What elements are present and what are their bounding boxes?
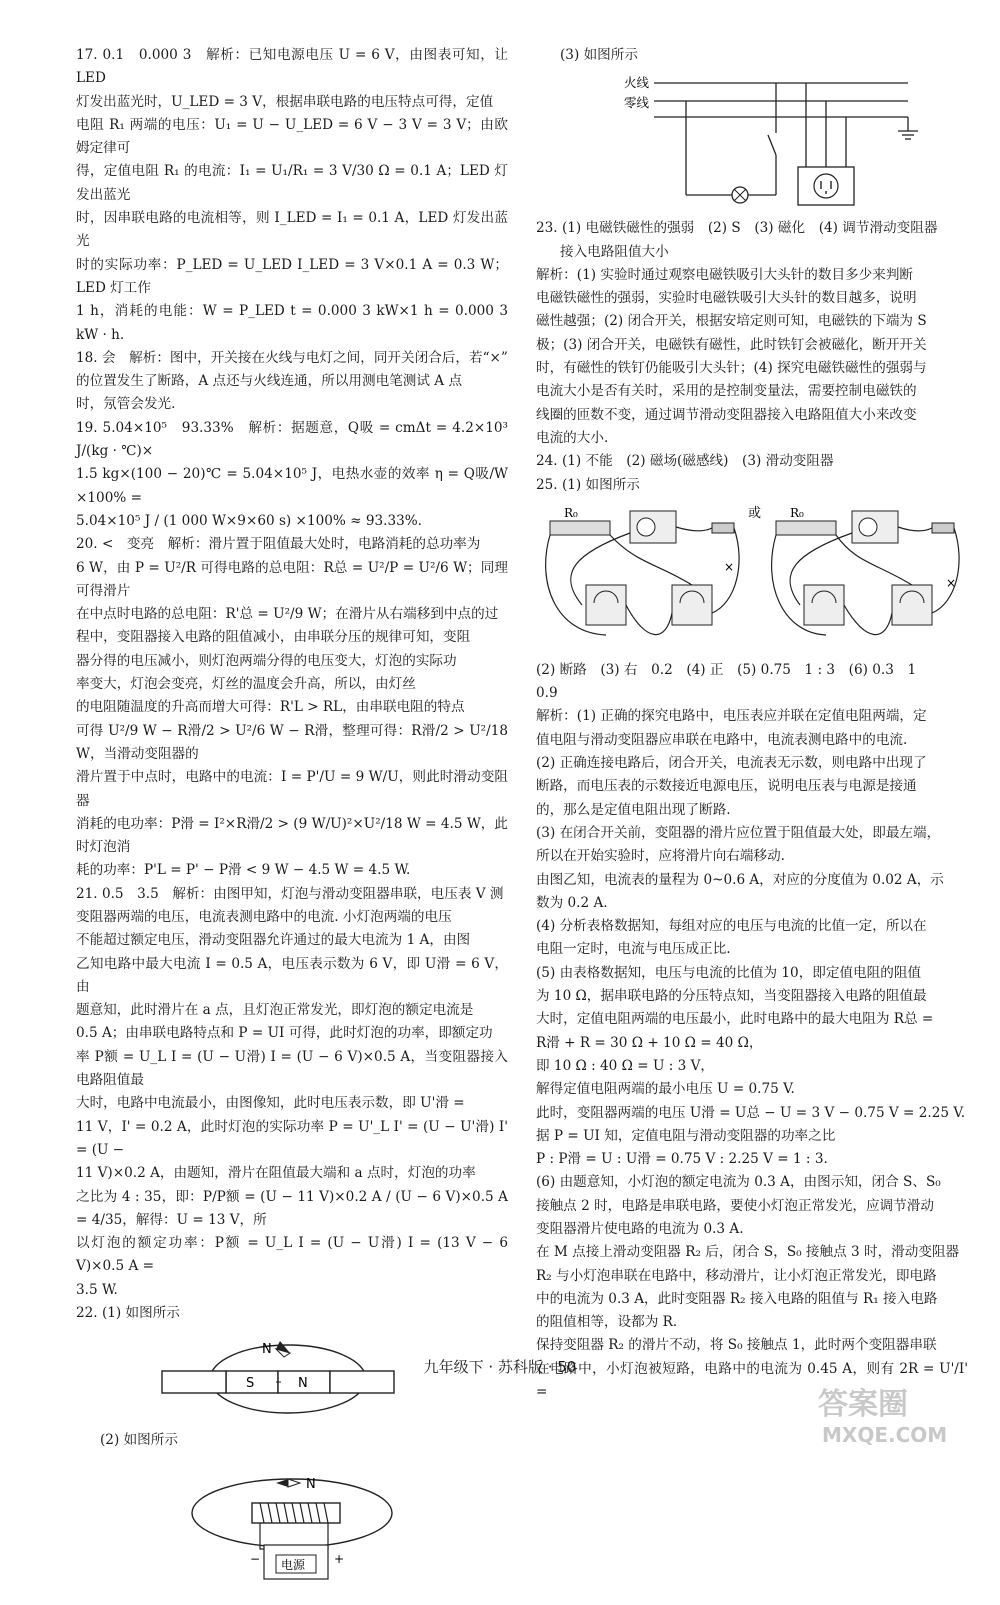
page-footer: 九年级下 · 苏科版 · 50 (423, 1358, 577, 1376)
text-line: 磁性越强；(2) 闭合开关，根据安培定则可知，电磁铁的下端为 S (536, 313, 927, 330)
text-line: (3) 在闭合开关前，变阻器的滑片应位置于阻值最大处，即最左端， (536, 824, 941, 841)
text-line: 电流大小是否有关时，采用的是控制变量法，需要控制电磁铁的 (536, 383, 917, 400)
text-line: 20. < 变亮 解析：滑片置于阻值最大处时，电路消耗的总功率为 (76, 536, 481, 553)
live-wire-label: 火线 (624, 75, 650, 91)
text-line: 时，氖管会发光. (76, 396, 176, 413)
text-line: 乙知电路中最大电流 I = 0.5 A，电压表示数为 6 V，即 U滑 = 6 V，由 (76, 955, 508, 995)
cross-mark: × (946, 575, 957, 590)
text-line: 1 h，消耗的电能：W = P_LED t = 0.000 3 kW×1 h = 0.000 3 kW · h. (76, 303, 508, 343)
text-line: 22. (1) 如图所示 (76, 1305, 180, 1322)
text-line: 为 10 Ω，据串联电路的分压特点知，当变阻器接入电路的阻值最 (536, 988, 927, 1005)
text-line: 在中点时电路的总电阻：R'总 = U²/9 W；在滑片从右端移到中点的过 (76, 606, 499, 623)
text-line: 率 P额 = U_L I = (U − U滑) I = (U − 6 V)×0.5 A，当变阻器接入电路阻值最 (76, 1048, 508, 1089)
text-line: 极；(3) 闭合开关，电磁铁有磁性，此时铁钉会被磁化，断开开关 (536, 336, 927, 353)
text-line: (6) 由题意知，小灯泡的额定电流为 0.3 A，由图示知，闭合 S、S₀ (536, 1174, 941, 1191)
text-line: R滑 + R = 30 Ω + 10 Ω = 40 Ω， (536, 1034, 763, 1051)
text-line: 耗的功率：P'L = P' − P滑 < 9 W − 4.5 W = 4.5 W. (76, 862, 411, 879)
text-line: 3.5 W. (76, 1281, 118, 1298)
text-line: 断路，而电压表的示数接近电源电压，说明电压表与电源是接通 (536, 778, 917, 795)
text-line: 时的实际功率：P_LED = U_LED I_LED = 3 V×0.1 A = 0.3 W；LED 灯工作 (76, 256, 508, 296)
text-line: (5) 由表格数据知，电压与电流的比值为 10，即定值电阻的阻值 (536, 964, 922, 981)
text-line: 变阻器两端的电压，电流表测电路中的电流. 小灯泡两端的电压 (76, 908, 452, 925)
text-line: 题意知，此时滑片在 a 点，且灯泡正常发光，即灯泡的额定电流是 (76, 1002, 474, 1019)
text-line: 所以在开始实验时，应将滑片向右端移动. (536, 848, 786, 865)
question-25 (536, 474, 968, 1405)
question-20 (76, 533, 508, 882)
watermark-url: MXQE.COM (822, 1423, 948, 1447)
power-source-label: 电源 (281, 1557, 306, 1572)
text-line: P : P滑 = U : U滑 = 0.75 V : 2.25 V = 1 : 3. (536, 1151, 828, 1168)
text-line: 23. (1) 电磁铁磁性的强弱 (2) S (3) 磁化 (4) 调节滑动变阻器 (536, 220, 938, 237)
s-pole-label: S (246, 1376, 255, 1392)
text-line: 电阻 R₁ 两端的电压：U₁ = U − U_LED = 6 V − 3 V = 3 V；由欧姆定律可 (76, 116, 508, 157)
text-line: 大时，定值电阻两端的电压最小，此时电路中的最大电阻为 R总 = (536, 1011, 934, 1028)
watermark-logo (808, 1380, 983, 1450)
question-22 (76, 1302, 508, 1599)
text-line: 值电阻与滑动变阻器应串联在电路中，电流表测电路中的电流. (536, 731, 908, 748)
text-line: 即 10 Ω : 40 Ω = U : 3 V， (536, 1057, 715, 1074)
text-line: 0.9 (536, 685, 558, 702)
needle-n-label: N (262, 1342, 272, 1358)
text-line: 之比为 4 : 35，即：P/P额 = (U − 11 V)×0.2 A / (U − 6 V)×0.5 A = 4/35，解得：U = 13 V，所 (76, 1188, 508, 1228)
text-line: 解析：(1) 正确的探究电路中，电压表应并联在定值电阻两端，定 (536, 708, 927, 725)
text-line: 时，因串联电路的电流相等，则 I_LED = I₁ = 0.1 A，LED 灯发出蓝光 (76, 210, 508, 250)
n-pole-label: N (298, 1376, 308, 1392)
text-line: 的电阻随温度的升高而增大可得：R'L > RL，由串联电阻的特点 (76, 699, 465, 716)
question-24: 24. (1) 不能 (2) 磁场(磁感线) (3) 滑动变阻器 (536, 453, 834, 470)
question-18 (76, 347, 508, 417)
text-line: 25. (1) 如图所示 (536, 476, 640, 493)
minus-label: − (250, 1551, 261, 1566)
text-line: 保持变阻器 R₂ 的滑片不动，将 S₀ 接触点 1，此时两个变阻器串联 (536, 1337, 937, 1354)
text-line: 接触点 2 时，电路是串联电路，要使小灯泡正常发光，应调节滑动 (536, 1197, 934, 1214)
text-line: 解得定值电阻两端的最小电压 U = 0.75 V. (536, 1081, 795, 1098)
text-line: (2) 如图所示 (100, 1432, 178, 1449)
text-line: 得，定值电阻 R₁ 的电流：I₁ = U₁/R₁ = 3 V/30 Ω = 0.1 A；LED 灯发出蓝光 (76, 163, 508, 203)
text-line: 17. 0.1 0.000 3 解析：已知电源电压 U = 6 V，由图表可知，让 LED (76, 47, 508, 87)
watermark-title: 答案圈 (818, 1387, 908, 1422)
solenoid-figure (76, 1459, 508, 1599)
text-line: 18. 会 解析：图中，开关接在火线与电灯之间，同开关闭合后，若“×” (76, 349, 508, 366)
text-line: 率变大，灯泡会变亮，灯丝的温度会升高，所以，由灯丝 (76, 676, 416, 693)
magnet-compass-figure (76, 1331, 508, 1423)
text-line: 此时，变阻器两端的电压 U滑 = U总 − U = 3 V − 0.75 V = 2.25 V. (536, 1104, 966, 1121)
text-line: 5.04×10⁵ J / (1 000 W×9×60 s) ×100% ≈ 93.33%. (76, 512, 422, 529)
text-line: 以灯泡的额定功率：P额 = U_L I = (U − U滑) I = (13 V − 6 V)×0.5 A = (76, 1235, 508, 1275)
text-line: 电流的大小. (536, 429, 609, 446)
text-line: 11 V)×0.2 A，由题知，滑片在阻值最大端和 a 点时，灯泡的功率 (76, 1165, 476, 1182)
text-line: 据 P = UI 知，定值电阻与滑动变阻器的功率之比 (536, 1127, 836, 1144)
text-line: 数为 0.2 A. (536, 894, 608, 911)
household-circuit-figure (536, 73, 968, 211)
resistor-r0-label: R₀ (564, 505, 578, 520)
question-19 (76, 417, 508, 533)
circuit-connection-figure (536, 503, 968, 653)
plus-label: + (334, 1551, 345, 1566)
question-23 (536, 217, 968, 450)
text-line: 变阻器滑片使电路的电流为 0.3 A. (536, 1220, 744, 1237)
text-line: 不能超过额定电压，滑动变阻器允许通过的最大电流为 1 A，由图 (76, 932, 471, 949)
text-line: 的阻值相等，设都为 R. (536, 1314, 678, 1331)
question-21 (76, 883, 508, 1302)
or-label: 或 (748, 505, 762, 521)
right-column (536, 44, 968, 1404)
text-line: (3) 如图所示 (560, 47, 638, 63)
text-line: 电磁铁磁性的强弱，实验时电磁铁吸引大头针的数目越多，说明 (536, 290, 917, 307)
text-line: 0.5 A；由串联电路特点和 P = UI 可得，此时灯泡的功率，即额定功 (76, 1025, 493, 1042)
text-line: 6 W，由 P = U²/R 可得电路的总电阻：R总 = U²/P = U²/6 W；同理可得滑片 (76, 559, 508, 599)
text-line: 中的电流为 0.3 A，此时变阻器 R₂ 接入电路的阻值与 R₁ 接入电路 (536, 1290, 938, 1307)
text-line: (4) 分析表格数据知，每组对应的电压与电流的比值一定，所以在 (536, 918, 927, 935)
text-line: 解析：(1) 实验时通过观察电磁铁吸引大头针的数目多少来判断 (536, 266, 914, 283)
text-line: 线圈的匝数不变，通过调节滑动变阻器接入电路阻值大小来改变 (536, 406, 917, 423)
text-line: 19. 5.04×10⁵ 93.33% 解析：据题意，Q吸 = cmΔt = 4.2×10³ J/(kg · ℃)× (76, 419, 508, 460)
text-line: 在 M 点接上滑动变阻器 R₂ 后，闭合 S，S₀ 接触点 3 时，滑动变阻器 (536, 1244, 960, 1261)
text-line: (2) 正确连接电路后，闭合开关，电流表无示数，则电路中出现了 (536, 755, 927, 772)
text-line: 接入电路阻值大小 (560, 243, 669, 260)
text-line: 程中，变阻器接入电路的阻值减小，由串联分压的规律可知，变阻 (76, 629, 471, 646)
text-line: 电阻一定时，电流与电压成正比. (536, 941, 731, 958)
text-line: 1.5 kg×(100 − 20)℃ = 5.04×10⁵ J，电热水壶的效率 η = Q吸/W ×100% = (76, 466, 508, 506)
resistor-r0-label: R₀ (790, 505, 804, 520)
question-17 (76, 44, 508, 347)
text-line: 由图乙知，电流表的量程为 0~0.6 A，对应的分度值为 0.02 A，示 (536, 871, 944, 888)
text-line: 的位置发生了断路，A 点还与火线连通，所以用测电笔测试 A 点 (76, 373, 463, 390)
text-line: 大时，电路中电流最小，由图像知，此时电压表示数，即 U'滑 = (76, 1095, 465, 1112)
text-line: R₂ 与小灯泡串联在电路中，移动滑片，让小灯泡正常发光，即电路 (536, 1267, 937, 1284)
text-line: 在电路中，小灯泡被短路，电路中的电流为 0.45 A，则有 2R = U'/I' = (536, 1360, 968, 1401)
text-line: 11 V，I' = 0.2 A，此时灯泡的实际功率 P = U'_L I' = (U − U'滑) I' = (U − (76, 1118, 508, 1158)
cross-mark: × (724, 559, 735, 574)
text-line: 的，那么是定值电阻出现了断路. (536, 801, 731, 818)
needle-n-label: N (306, 1476, 316, 1492)
text-line: 灯发出蓝光时，U_LED = 3 V，根据串联电路的电压特点可得，定值 (76, 93, 494, 110)
text-line: 21. 0.5 3.5 解析：由图甲知，灯泡与滑动变阻器串联，电压表 V 测 (76, 885, 504, 902)
text-line: 消耗的电功率：P滑 = I²×R滑/2 > (9 W/U)²×U²/18 W = 4.5 W，此时灯泡消 (76, 815, 508, 856)
neutral-wire-label: 零线 (624, 95, 650, 111)
text-line: 可得 U²/9 W − R滑/2 > U²/6 W − R滑，整理可得：R滑/2 > U²/18 W，当滑动变阻器的 (76, 722, 508, 762)
text-line: (2) 断路 (3) 右 0.2 (4) 正 (5) 0.75 1 : 3 (6) 0.3 1 (536, 661, 917, 678)
text-line: 时，有磁性的铁钉仍能吸引大头针；(4) 探究电磁铁磁性的强弱与 (536, 360, 927, 377)
text-line: 滑片置于中点时，电路中的电流：I = P'/U = 9 W/U，则此时滑动变阻器 (76, 769, 508, 809)
text-line: 器分得的电压减小，则灯泡两端分得的电压变大，灯泡的实际功 (76, 652, 457, 669)
